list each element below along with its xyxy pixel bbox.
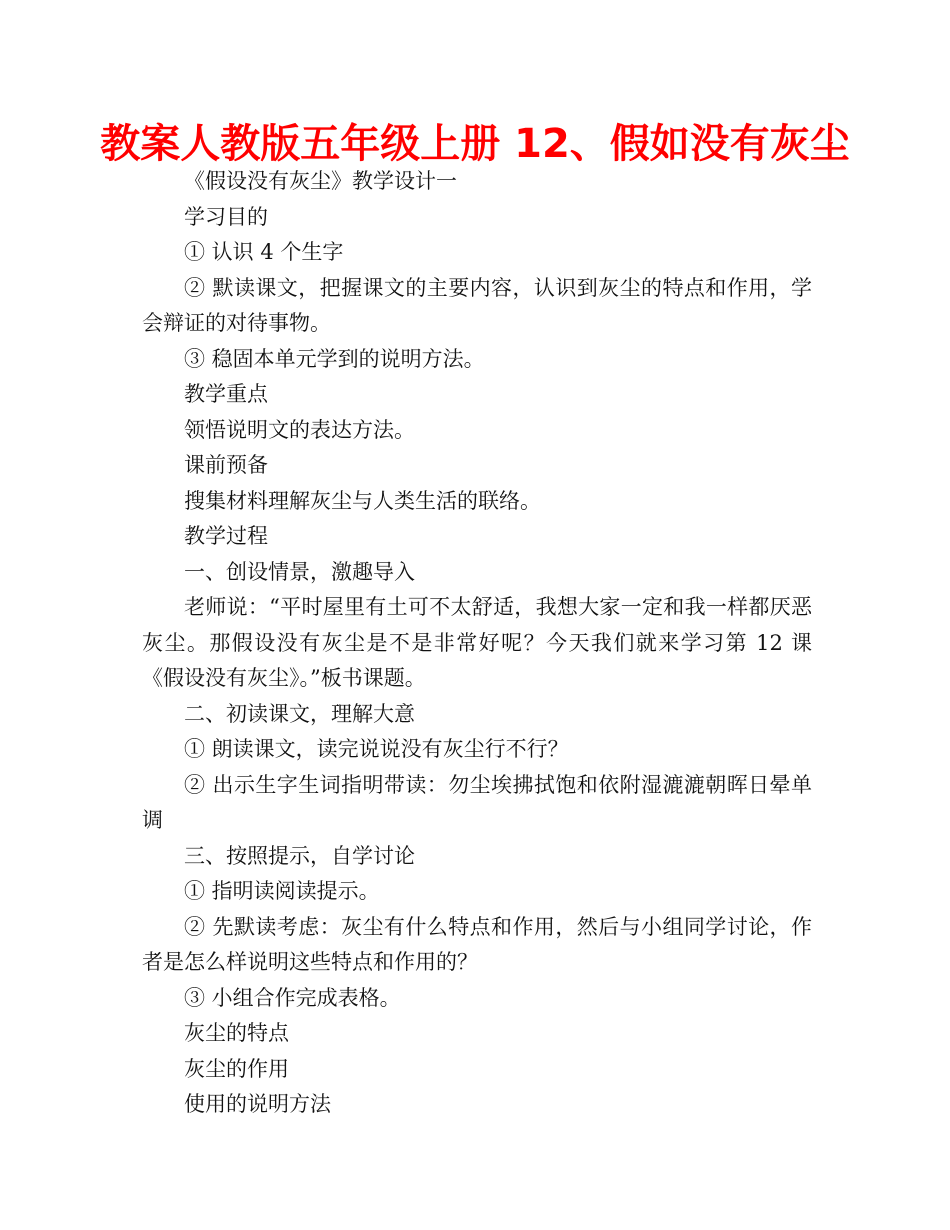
paragraph: 老师说：“平时屋里有土可不太舒适，我想大家一定和我一样都厌恶灰尘。那假设没有灰尘是不是非常好呢？今天我们就来学习第 12 课《假设没有灰尘》。”板书课题。 — [142, 595, 812, 690]
paragraph: 搜集材料理解灰尘与人类生活的联络。 — [184, 488, 541, 513]
paragraph: ③ 小组合作完成表格。 — [184, 985, 401, 1010]
paragraph: ① 朗读课文，读完说说没有灰尘行不行？ — [184, 737, 569, 761]
document-title: 教案人教版五年级上册 12、假如没有灰尘 — [100, 121, 850, 167]
paragraph: ② 默读课文，把握课文的主要内容，认识到灰尘的特点和作用，学会辩证的对待事物。 — [142, 275, 812, 335]
paragraph: 二、初读课文，理解大意 — [184, 701, 415, 726]
paragraph: 灰尘的特点 — [184, 1021, 289, 1045]
paragraph: 教学重点 — [184, 382, 268, 406]
paragraph: 使用的说明方法 — [184, 1092, 331, 1116]
paragraph: ① 认识 4 个生字 — [184, 240, 344, 264]
paragraph: 一、创设情景，激趣导入 — [184, 559, 415, 584]
paragraph: ① 指明读阅读提示。 — [184, 879, 380, 903]
paragraph: ③ 稳固本单元学到的说明方法。 — [184, 346, 485, 371]
paragraph: ② 出示生字生词指明带读：勿尘埃拂拭饱和依附湿漉漉朝晖日晕单调 — [142, 772, 812, 832]
paragraph: 《假设没有灰尘》教学设计一 — [184, 169, 457, 193]
paragraph: 灰尘的作用 — [184, 1056, 289, 1081]
document-body — [142, 164, 812, 1123]
paragraph: 三、按照提示，自学讨论 — [184, 843, 415, 868]
paragraph: 教学过程 — [184, 524, 268, 548]
paragraph: 学习目的 — [184, 204, 268, 229]
paragraph: ② 先默读考虑：灰尘有什么特点和作用，然后与小组同学讨论，作者是怎么样说明这些特点和作用的？ — [142, 914, 812, 974]
paragraph: 领悟说明文的表达方法。 — [184, 417, 415, 442]
paragraph: 课前预备 — [184, 453, 268, 477]
